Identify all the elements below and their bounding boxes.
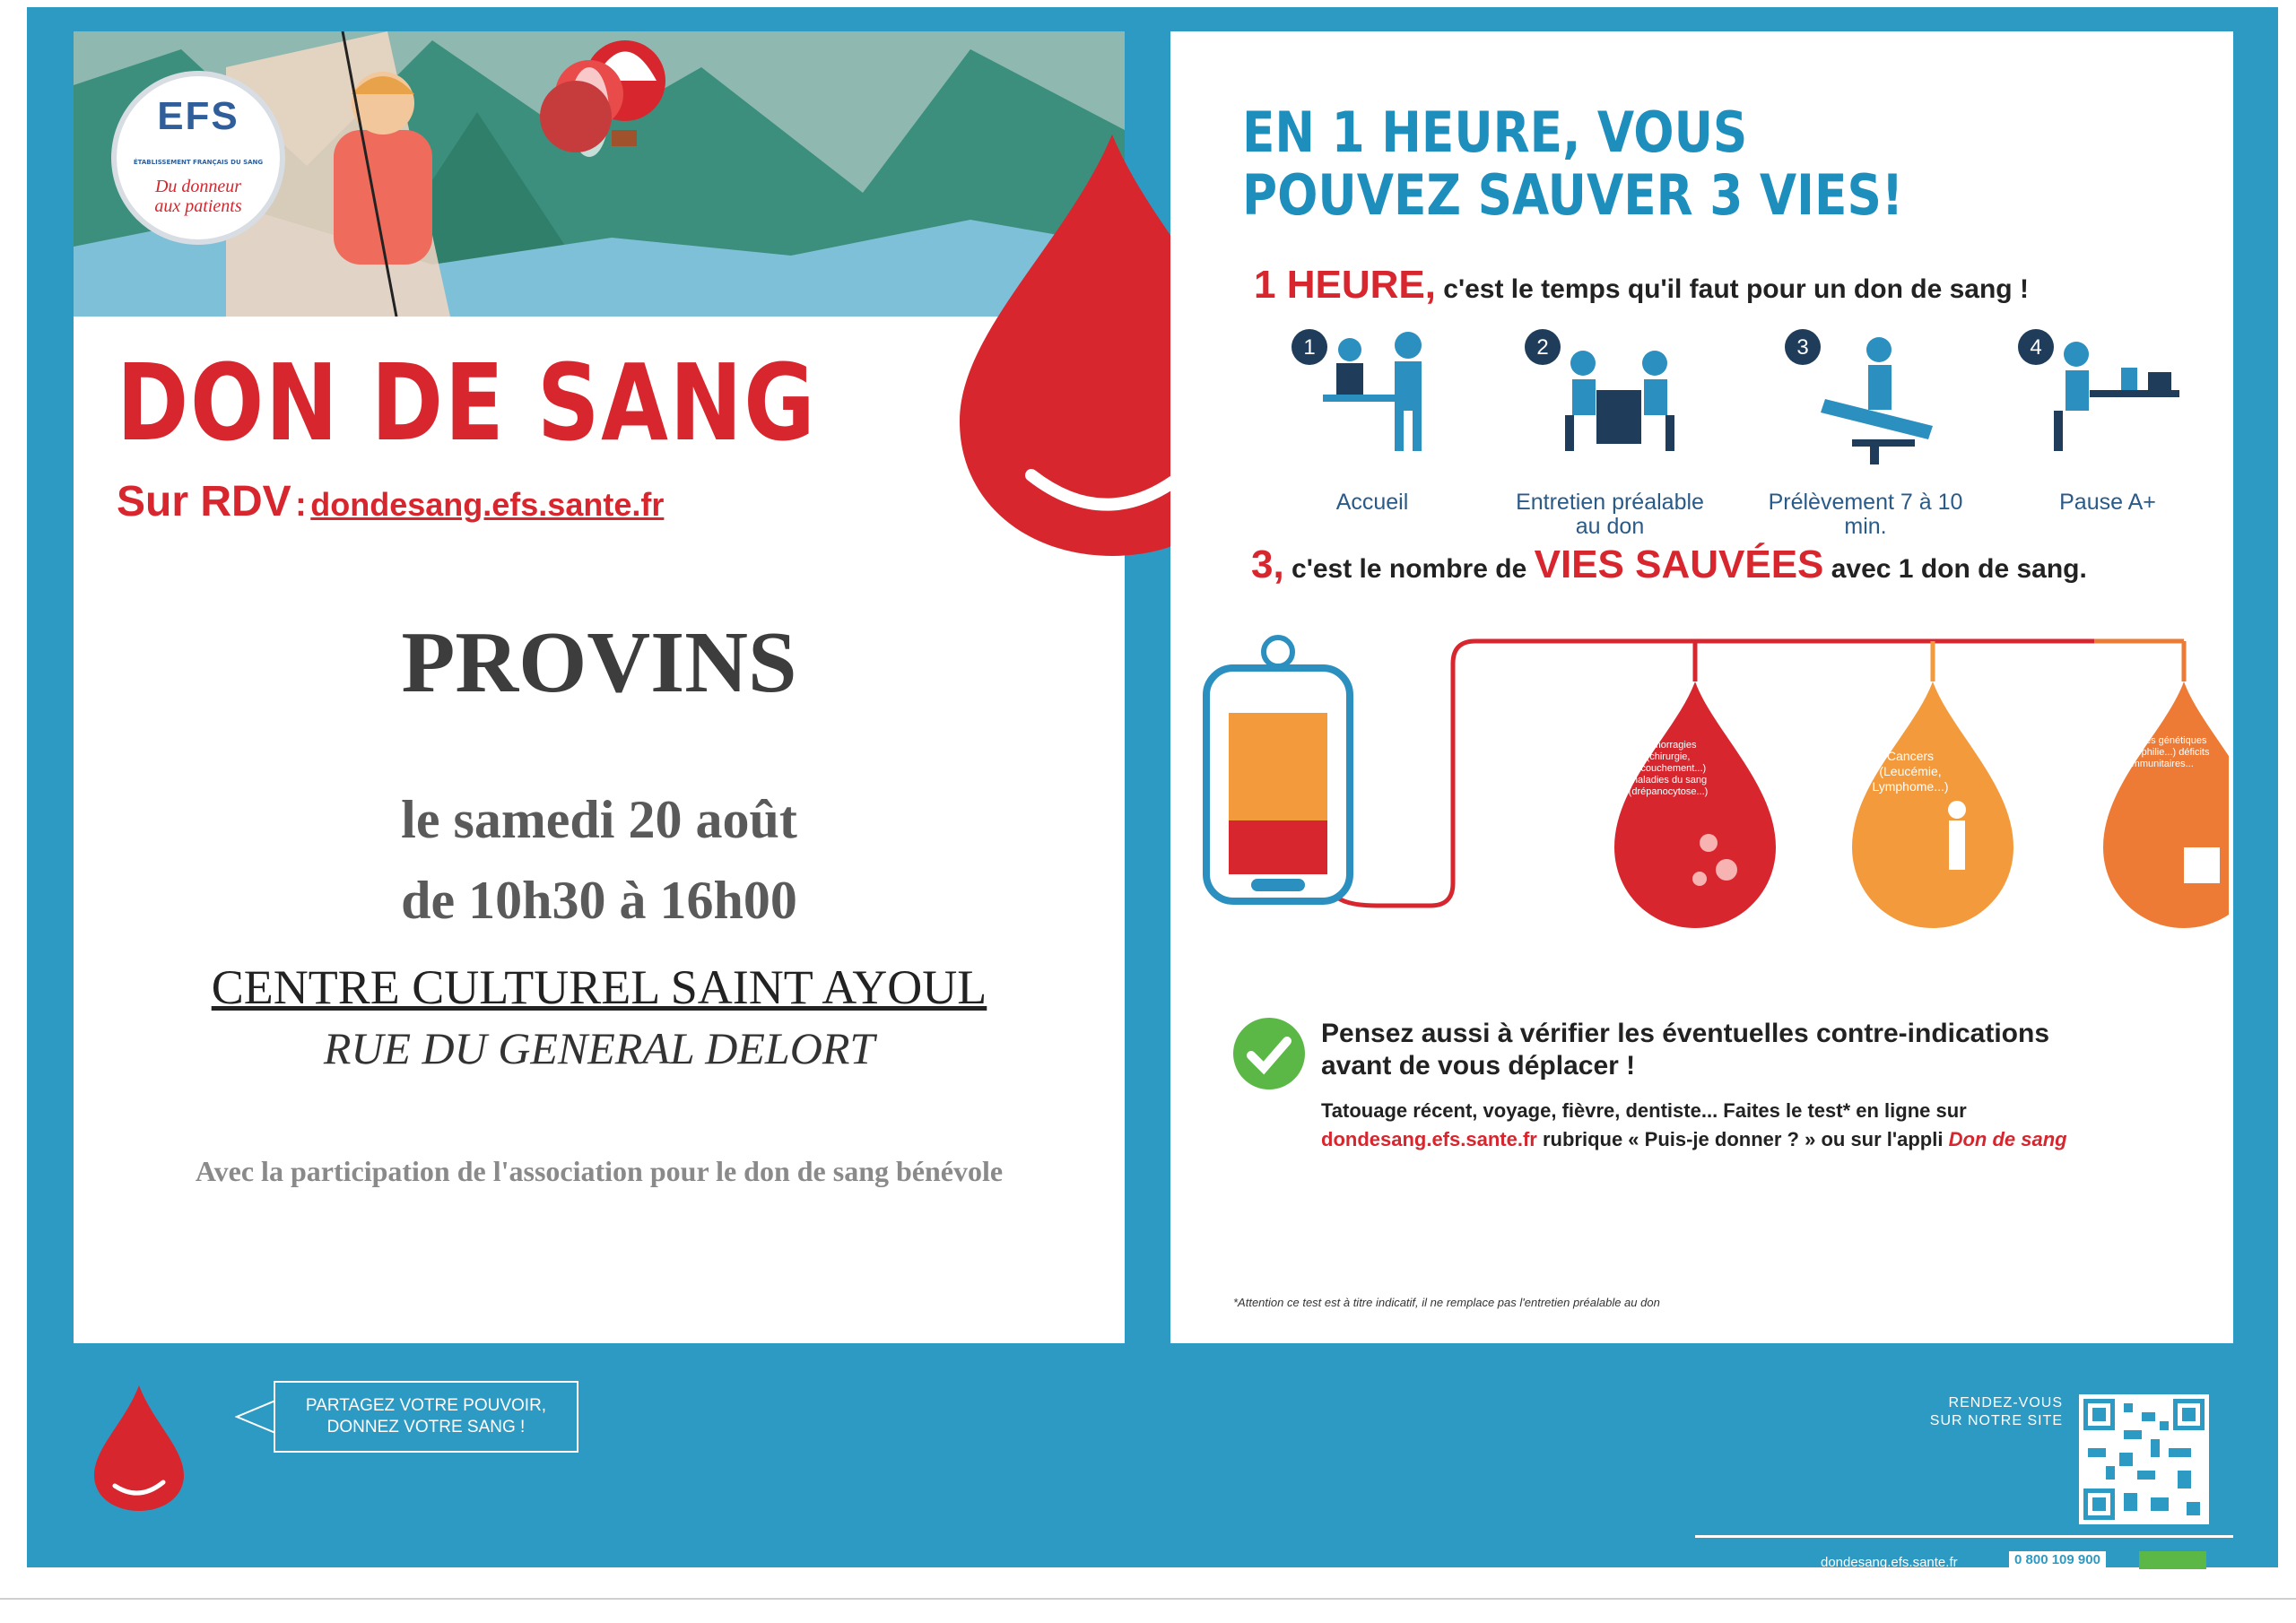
checkmark-icon (1233, 1018, 1305, 1089)
bubble-tail-icon (235, 1399, 275, 1435)
contraindication-warning: Pensez aussi à vérifier les éventuelles contre-indications avant de vous déplacer ! (1321, 1019, 2050, 1081)
platelets-text: Cancers (Leucémie, Lymphome...) (1872, 749, 1949, 794)
svg-text:4: 4 (2030, 335, 2042, 360)
collection-icon (1780, 327, 1960, 489)
rdv-line: Sur RDV : dondesang.efs.sante.fr (117, 478, 665, 525)
event-place: CENTRE CULTUREL SAINT AYOUL (211, 960, 987, 1014)
association-note: Avec la participation de l'association pour le don de sang bénévole (195, 1155, 1004, 1187)
app-name: Don de sang (1948, 1128, 2067, 1150)
right-panel (1170, 31, 2233, 1343)
svg-text:1: 1 (1303, 335, 1316, 360)
efs-logo-subtitle: ÉTABLISSEMENT FRANÇAIS DU SANG (133, 159, 264, 166)
rdv-link[interactable]: dondesang.efs.sante.fr (310, 486, 665, 523)
small-blood-drop-icon (90, 1385, 188, 1511)
blood-components-diagram (1197, 614, 2229, 991)
interview-icon (1520, 327, 1700, 489)
footer-url[interactable]: dondesang.efs.sante.fr (1821, 1555, 1958, 1570)
page-edge (0, 1598, 2296, 1600)
event-hours: de 10h30 à 16h00 (401, 871, 797, 930)
test-link[interactable]: dondesang.efs.sante.fr (1321, 1128, 1537, 1150)
plasma-label: Plasma (2160, 884, 2217, 902)
step-label-1: Accueil (1335, 490, 1409, 515)
efs-logo (117, 76, 280, 239)
red-cells-label: Globules rouges (1665, 884, 1735, 922)
website-invite: RENDEZ-VOUS SUR NOTRE SITE (1929, 1395, 2063, 1428)
snack-pause-icon (2013, 327, 2193, 489)
reception-icon (1287, 327, 1466, 489)
step-label-3: Prélèvement 7 à 10 min. (1768, 490, 1963, 539)
one-hour-line: 1 HEURE, c'est le temps qu'il faut pour un don de sang ! (1254, 263, 2029, 307)
main-title: DON DE SANG (117, 341, 817, 464)
efs-logo-text: EFS (157, 94, 239, 138)
platelets-label: Plaquettes (1896, 884, 1979, 902)
footer-divider (1695, 1535, 2233, 1538)
qr-code[interactable] (2079, 1394, 2209, 1524)
contraindication-details: Tatouage récent, voyage, fièvre, dentiste... Faites le test* en ligne sur dondesang.efs.sante.fr rubrique « Puis-je donner ? » ou sur l'appli Don de sang (1321, 1099, 2067, 1150)
step-label-4: Pause A+ (2059, 490, 2156, 515)
plasma-text: Maladies génétiques (hémophilie...) déficits immunitaires... (2113, 735, 2210, 769)
event-date: le samedi 20 août (401, 790, 797, 849)
city: PROVINS (401, 614, 797, 711)
service-badge (2139, 1551, 2206, 1569)
right-headline: EN 1 HEURE, VOUS POUVEZ SAUVER 3 VIES! (1242, 100, 1904, 228)
footnote: *Attention ce test est à titre indicatif, il ne remplace pas l'entretien préalable au don (1233, 1296, 1660, 1309)
svg-text:2: 2 (1536, 335, 1549, 360)
slogan-bubble: PARTAGEZ VOTRE POUVOIR, DONNEZ VOTRE SANG ! (274, 1381, 578, 1453)
event-street: RUE DU GENERAL DELORT (323, 1023, 875, 1073)
efs-logo-tagline: Du donneur aux patients (154, 177, 242, 216)
rdv-label: Sur RDV (117, 478, 291, 525)
red-cells-text: Hémorragies (chirurgie, accouchement...) maladies du sang (drépanocytose...) (1628, 740, 1709, 797)
lives-saved-line: 3, c'est le nombre de VIES SAUVÉES avec 1 don de sang. (1251, 542, 2087, 586)
step-label-2: Entretien préalable au don (1516, 490, 1704, 539)
footer-phone: 0 800 109 900 (2009, 1551, 2106, 1568)
svg-text:3: 3 (1796, 335, 1809, 360)
